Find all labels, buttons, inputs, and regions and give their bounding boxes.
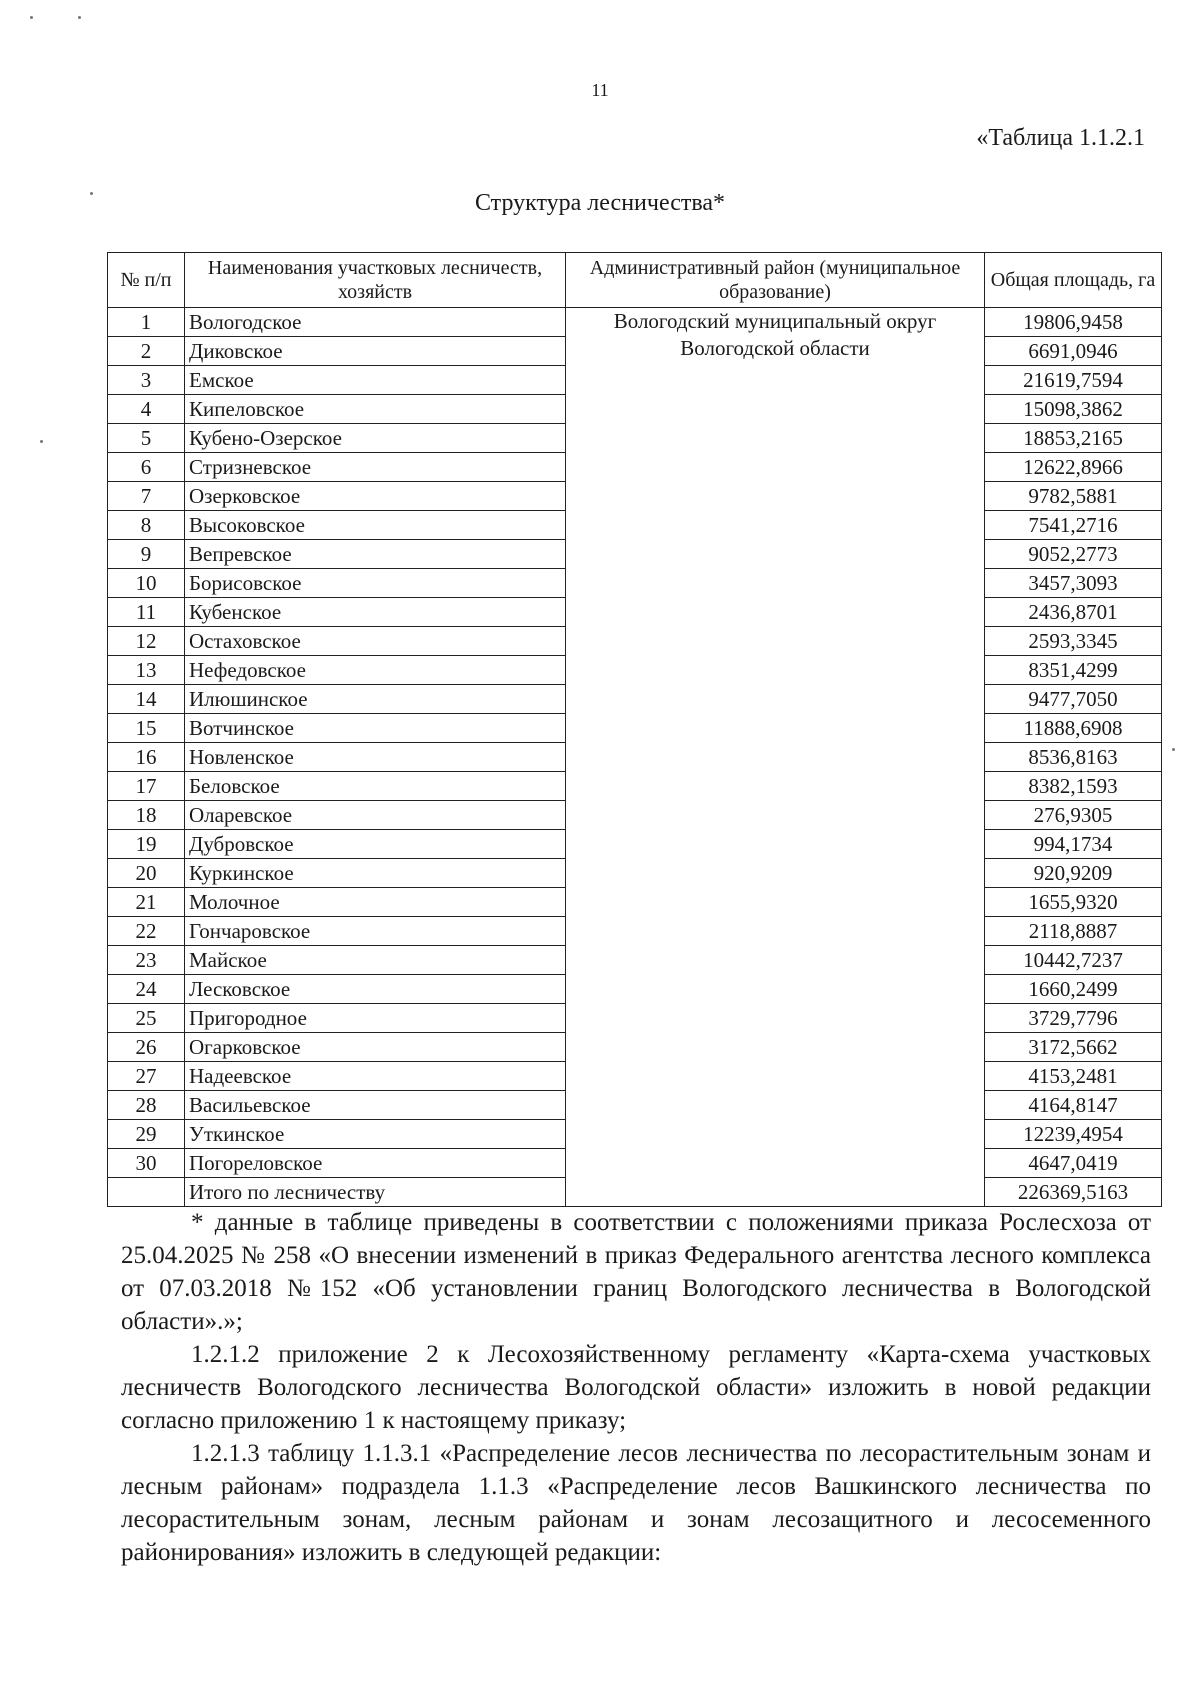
row-area: 9782,5881 xyxy=(985,482,1162,511)
row-area: 8382,1593 xyxy=(985,772,1162,801)
row-area: 9052,2773 xyxy=(985,540,1162,569)
row-name: Нефедовское xyxy=(185,656,566,685)
row-name: Остаховское xyxy=(185,627,566,656)
row-num: 15 xyxy=(108,714,185,743)
row-area: 8536,8163 xyxy=(985,743,1162,772)
row-num: 5 xyxy=(108,424,185,453)
row-name: Вологодское xyxy=(185,308,566,337)
row-area: 1660,2499 xyxy=(985,975,1162,1004)
row-num: 25 xyxy=(108,1004,185,1033)
row-name: Куркинское xyxy=(185,859,566,888)
row-num: 17 xyxy=(108,772,185,801)
row-name: Кубено-Озерское xyxy=(185,424,566,453)
row-name: Стризневское xyxy=(185,453,566,482)
row-area: 2593,3345 xyxy=(985,627,1162,656)
scan-speck xyxy=(1172,748,1175,751)
row-num: 18 xyxy=(108,801,185,830)
row-name: Уткинское xyxy=(185,1120,566,1149)
row-num: 19 xyxy=(108,830,185,859)
row-name: Высоковское xyxy=(185,511,566,540)
table-caption: «Таблица 1.1.2.1 xyxy=(976,125,1145,151)
scan-speck xyxy=(40,440,43,443)
scan-speck xyxy=(30,16,33,19)
row-name: Диковское xyxy=(185,337,566,366)
page-number: 11 xyxy=(591,80,609,100)
row-area: 18853,2165 xyxy=(985,424,1162,453)
total-area: 226369,5163 xyxy=(985,1178,1162,1207)
row-num: 7 xyxy=(108,482,185,511)
row-area: 15098,3862 xyxy=(985,395,1162,424)
row-name: Майское xyxy=(185,946,566,975)
header-district: Административный район (муниципальное образование) xyxy=(566,253,985,308)
row-name: Молочное xyxy=(185,888,566,917)
header-area: Общая площадь, га xyxy=(985,253,1162,308)
paragraph-1-2-1-3: 1.2.1.3 таблицу 1.1.3.1 «Распределение лесов лесничества по лесорастительным зонам и лесным районам» подраздела 1.1.3 «Распределение лесов Вашкинского лесничества по лесорастительным зонам, лесным районам и зонам лесозащитного и лесосеменного районирования» изложить в следующей редакции: xyxy=(121,1440,1151,1566)
row-area: 920,9209 xyxy=(985,859,1162,888)
row-area: 12622,8966 xyxy=(985,453,1162,482)
table-header-row xyxy=(108,253,1162,308)
row-num: 20 xyxy=(108,859,185,888)
table-footnote: * данные в таблице приведены в соответствии с положениями приказа Рослесхоза от 25.04.2025 № 258 «О внесении изменений в приказ Федерального агентства лесного комплекса от 07.03.2018 №152 «Об установлении границ Вологодского лесничества в Вологодской области».»; xyxy=(121,1209,1151,1335)
row-num: 3 xyxy=(108,366,185,395)
row-num: 26 xyxy=(108,1033,185,1062)
row-area: 11888,6908 xyxy=(985,714,1162,743)
row-num: 27 xyxy=(108,1062,185,1091)
row-num: 30 xyxy=(108,1149,185,1178)
row-num: 23 xyxy=(108,946,185,975)
row-num: 2 xyxy=(108,337,185,366)
row-num: 8 xyxy=(108,511,185,540)
row-area: 994,1734 xyxy=(985,830,1162,859)
row-name: Емское xyxy=(185,366,566,395)
row-num: 28 xyxy=(108,1091,185,1120)
row-num: 1 xyxy=(108,308,185,337)
row-area: 7541,2716 xyxy=(985,511,1162,540)
row-name: Погореловское xyxy=(185,1149,566,1178)
row-name: Лесковское xyxy=(185,975,566,1004)
row-name: Пригородное xyxy=(185,1004,566,1033)
paragraph-1-2-1-2: 1.2.1.2 приложение 2 к Лесохозяйственному регламенту «Карта-схема участковых лесничеств Вологодского лесничества Вологодской области» изложить в новой редакции согласно приложению 1 к настоящему приказу; xyxy=(121,1341,1151,1434)
row-area: 1655,9320 xyxy=(985,888,1162,917)
body-text xyxy=(121,1206,1151,1569)
row-area: 21619,7594 xyxy=(985,366,1162,395)
row-num: 4 xyxy=(108,395,185,424)
row-name: Кубенское xyxy=(185,598,566,627)
row-area: 6691,0946 xyxy=(985,337,1162,366)
row-num: 11 xyxy=(108,598,185,627)
row-name: Васильевское xyxy=(185,1091,566,1120)
row-num: 10 xyxy=(108,569,185,598)
row-name: Борисовское xyxy=(185,569,566,598)
row-area: 4153,2481 xyxy=(985,1062,1162,1091)
row-name: Оларевское xyxy=(185,801,566,830)
row-num: 6 xyxy=(108,453,185,482)
row-area: 3457,3093 xyxy=(985,569,1162,598)
total-num-cell xyxy=(108,1178,185,1207)
row-area: 3172,5662 xyxy=(985,1033,1162,1062)
row-area: 19806,9458 xyxy=(985,308,1162,337)
district-cell: Вологодский муниципальный округ Вологодской области xyxy=(566,308,985,1207)
header-name: Наименования участковых лесничеств, хозяйств xyxy=(185,253,566,308)
total-label: Итого по лесничеству xyxy=(185,1178,566,1207)
row-num: 12 xyxy=(108,627,185,656)
table-title: Структура лесничества* xyxy=(474,190,726,216)
row-area: 10442,7237 xyxy=(985,946,1162,975)
row-name: Огарковское xyxy=(185,1033,566,1062)
row-name: Новленское xyxy=(185,743,566,772)
row-num: 14 xyxy=(108,685,185,714)
row-area: 276,9305 xyxy=(985,801,1162,830)
row-area: 2118,8887 xyxy=(985,917,1162,946)
row-num: 24 xyxy=(108,975,185,1004)
table-row xyxy=(108,308,1162,337)
row-name: Озерковское xyxy=(185,482,566,511)
row-num: 22 xyxy=(108,917,185,946)
structure-table-wrapper xyxy=(107,252,1162,1207)
row-area: 4164,8147 xyxy=(985,1091,1162,1120)
row-num: 29 xyxy=(108,1120,185,1149)
scan-speck xyxy=(78,16,81,19)
structure-table xyxy=(107,252,1162,1207)
row-name: Беловское xyxy=(185,772,566,801)
row-name: Дубровское xyxy=(185,830,566,859)
row-num: 21 xyxy=(108,888,185,917)
row-area: 9477,7050 xyxy=(985,685,1162,714)
row-area: 12239,4954 xyxy=(985,1120,1162,1149)
row-name: Илюшинское xyxy=(185,685,566,714)
row-name: Кипеловское xyxy=(185,395,566,424)
row-name: Вепревское xyxy=(185,540,566,569)
row-num: 13 xyxy=(108,656,185,685)
row-area: 4647,0419 xyxy=(985,1149,1162,1178)
row-name: Вотчинское xyxy=(185,714,566,743)
row-area: 3729,7796 xyxy=(985,1004,1162,1033)
row-num: 16 xyxy=(108,743,185,772)
row-area: 8351,4299 xyxy=(985,656,1162,685)
row-name: Надеевское xyxy=(185,1062,566,1091)
row-num: 9 xyxy=(108,540,185,569)
row-area: 2436,8701 xyxy=(985,598,1162,627)
header-num: № п/п xyxy=(108,253,185,308)
row-name: Гончаровское xyxy=(185,917,566,946)
